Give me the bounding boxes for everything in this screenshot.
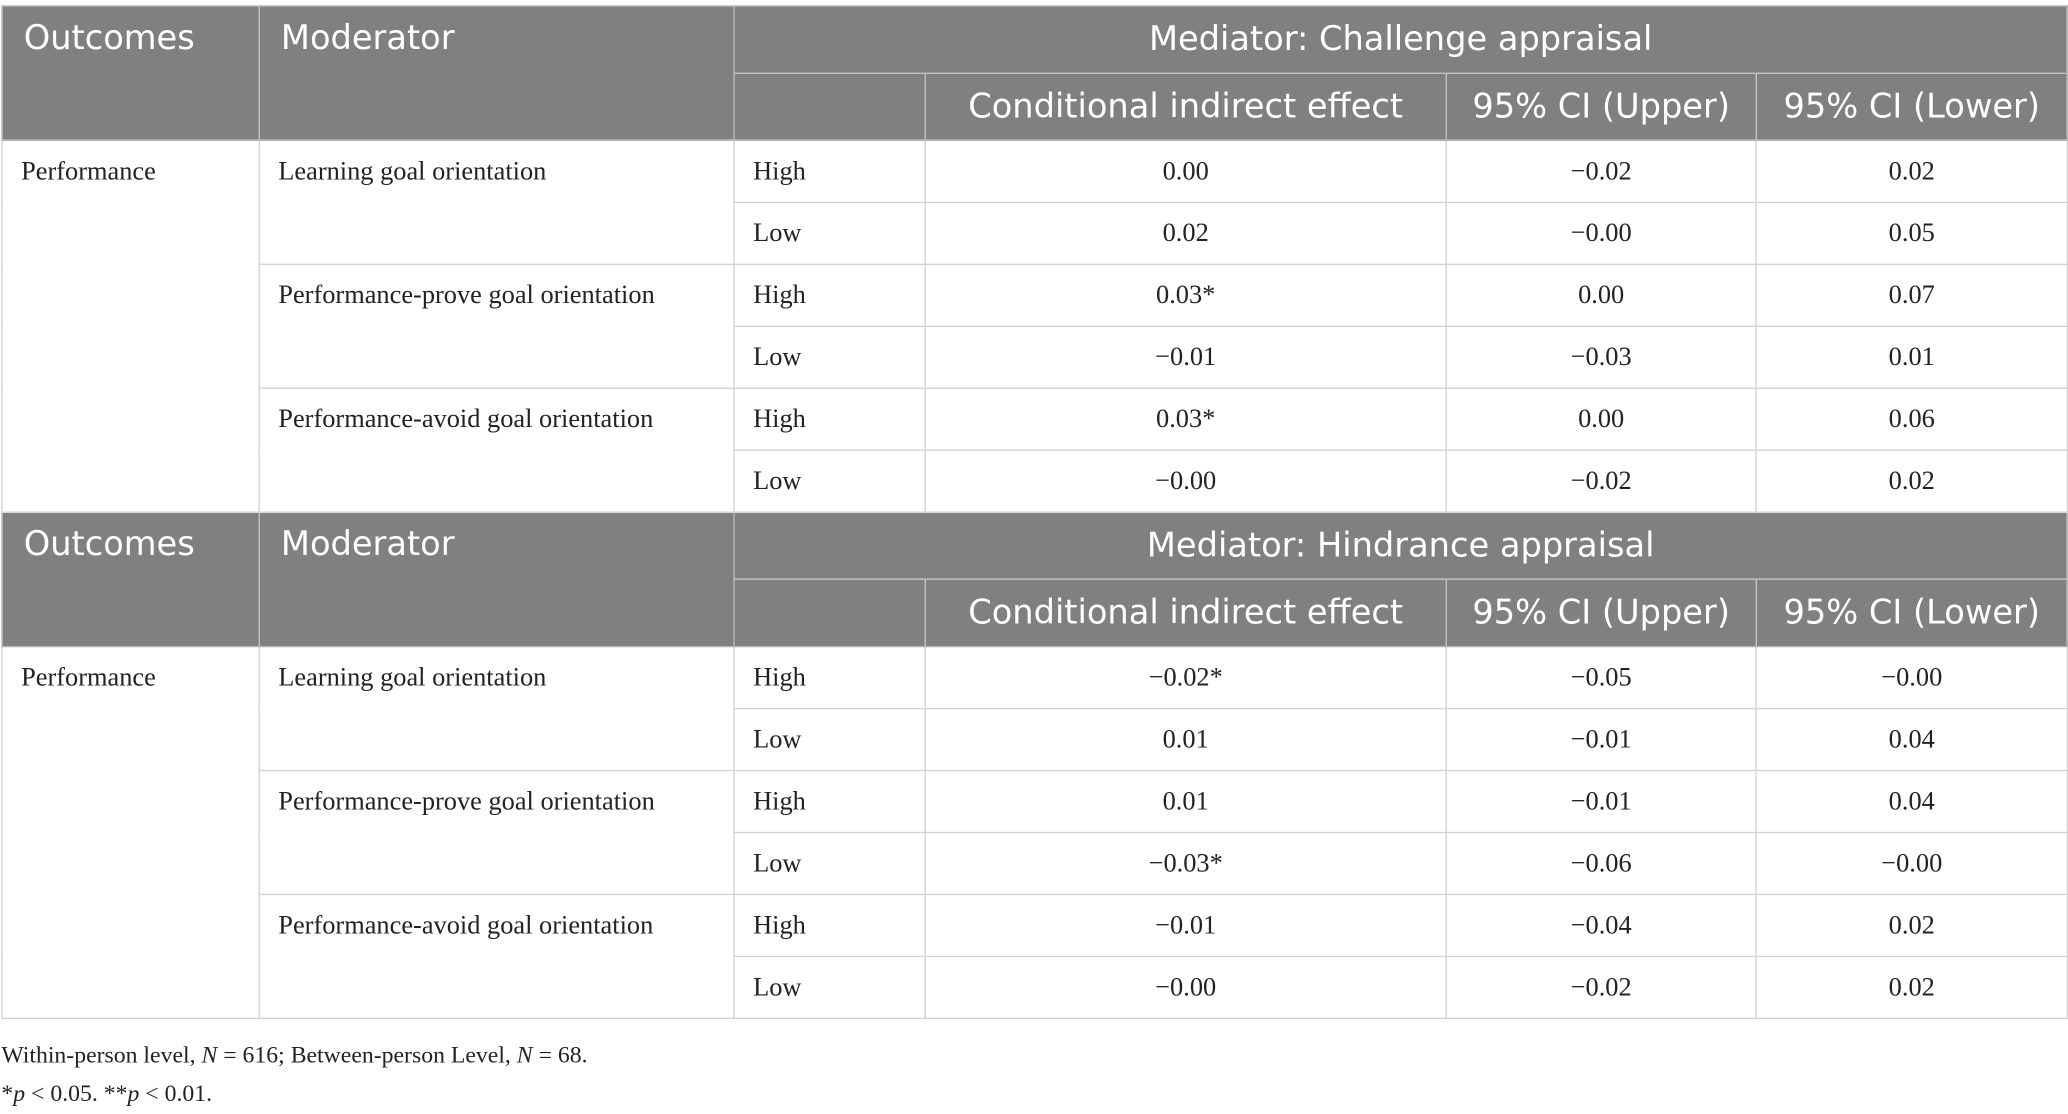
ci-upper-cell: −0.00 (1446, 202, 1756, 264)
ci-upper-header: 95% CI (Upper) (1446, 73, 1756, 140)
level-cell: Low (734, 450, 925, 512)
level-cell: High (734, 647, 925, 709)
table-row (2, 388, 2067, 450)
effect-cell: −0.00 (925, 956, 1446, 1018)
ci-lower-cell: 0.04 (1756, 709, 2067, 771)
moderator-header: Moderator (259, 6, 734, 140)
ci-upper-cell: 0.00 (1446, 388, 1756, 450)
header-row (2, 512, 2067, 579)
moderator-cell: Learning goal orientation (259, 647, 734, 771)
ci-lower-cell: 0.04 (1756, 771, 2067, 833)
footnote-var: N (516, 1041, 533, 1068)
level-cell: High (734, 140, 925, 202)
ci-lower-cell: 0.02 (1756, 894, 2067, 956)
moderator-cell: Performance-avoid goal orientation (259, 388, 734, 512)
outcome-cell: Performance (2, 140, 259, 512)
moderator-cell: Performance-avoid goal orientation (259, 894, 734, 1018)
ci-lower-cell: −0.00 (1756, 833, 2067, 895)
ci-lower-header: 95% CI (Lower) (1756, 73, 2067, 140)
footnote-significance (1, 1074, 587, 1112)
table-row (2, 771, 2067, 833)
level-cell: Low (734, 326, 925, 388)
effect-header: Conditional indirect effect (925, 73, 1446, 140)
level-cell: High (734, 264, 925, 326)
mediator-header: Mediator: Challenge appraisal (734, 6, 2067, 73)
ci-lower-cell: 0.01 (1756, 326, 2067, 388)
footnote-text: < 0.01. (139, 1079, 213, 1107)
table-row (2, 264, 2067, 326)
effect-cell: −0.02* (925, 647, 1446, 709)
moderator-cell: Performance-prove goal orientation (259, 771, 734, 895)
outcome-cell: Performance (2, 647, 259, 1019)
level-cell: High (734, 771, 925, 833)
level-header (734, 73, 925, 140)
level-header (734, 579, 925, 646)
table-body (2, 6, 2067, 1018)
moderator-header: Moderator (259, 512, 734, 646)
footnote-text: * (1, 1079, 14, 1107)
effect-cell: 0.03* (925, 388, 1446, 450)
ci-upper-cell: −0.04 (1446, 894, 1756, 956)
mediator-header: Mediator: Hindrance appraisal (734, 512, 2067, 579)
effect-cell: −0.01 (925, 894, 1446, 956)
ci-upper-cell: −0.02 (1446, 450, 1756, 512)
footnote-var: p (13, 1079, 26, 1107)
ci-upper-cell: −0.01 (1446, 771, 1756, 833)
effect-cell: −0.00 (925, 450, 1446, 512)
footnote-text: = 68. (532, 1041, 588, 1068)
ci-upper-cell: −0.02 (1446, 140, 1756, 202)
effect-cell: 0.01 (925, 771, 1446, 833)
results-table (1, 5, 2068, 1019)
effect-cell: 0.03* (925, 264, 1446, 326)
ci-upper-cell: −0.03 (1446, 326, 1756, 388)
effect-header: Conditional indirect effect (925, 579, 1446, 646)
effect-cell: 0.02 (925, 202, 1446, 264)
ci-lower-cell: 0.02 (1756, 450, 2067, 512)
footnote-text: < 0.05. ** (25, 1079, 128, 1107)
effect-cell: −0.03* (925, 833, 1446, 895)
ci-lower-cell: 0.02 (1756, 956, 2067, 1018)
footnote-var: p (127, 1079, 140, 1107)
ci-lower-cell: 0.06 (1756, 388, 2067, 450)
effect-cell: −0.01 (925, 326, 1446, 388)
moderator-cell: Learning goal orientation (259, 140, 734, 264)
level-cell: Low (734, 202, 925, 264)
ci-lower-cell: 0.05 (1756, 202, 2067, 264)
outcomes-header: Outcomes (2, 6, 259, 140)
footnote-var: N (201, 1041, 218, 1068)
ci-lower-cell: 0.02 (1756, 140, 2067, 202)
ci-upper-cell: 0.00 (1446, 264, 1756, 326)
level-cell: Low (734, 833, 925, 895)
ci-upper-header: 95% CI (Upper) (1446, 579, 1756, 646)
ci-upper-cell: −0.05 (1446, 647, 1756, 709)
ci-upper-cell: −0.01 (1446, 709, 1756, 771)
footnote-text: = 616; Between-person Level, (217, 1041, 517, 1068)
table-row (2, 894, 2067, 956)
ci-lower-cell: −0.00 (1756, 647, 2067, 709)
table-row (2, 647, 2067, 709)
table-footnotes (1, 1036, 587, 1112)
ci-upper-cell: −0.02 (1446, 956, 1756, 1018)
table-row (2, 140, 2067, 202)
ci-lower-header: 95% CI (Lower) (1756, 579, 2067, 646)
moderator-cell: Performance-prove goal orientation (259, 264, 734, 388)
effect-cell: 0.00 (925, 140, 1446, 202)
level-cell: High (734, 894, 925, 956)
level-cell: Low (734, 956, 925, 1018)
footnote-sample-size (1, 1036, 587, 1074)
level-cell: High (734, 388, 925, 450)
outcomes-header: Outcomes (2, 512, 259, 646)
ci-upper-cell: −0.06 (1446, 833, 1756, 895)
header-row (2, 6, 2067, 73)
ci-lower-cell: 0.07 (1756, 264, 2067, 326)
level-cell: Low (734, 709, 925, 771)
footnote-text: Within-person level, (1, 1041, 202, 1068)
effect-cell: 0.01 (925, 709, 1446, 771)
